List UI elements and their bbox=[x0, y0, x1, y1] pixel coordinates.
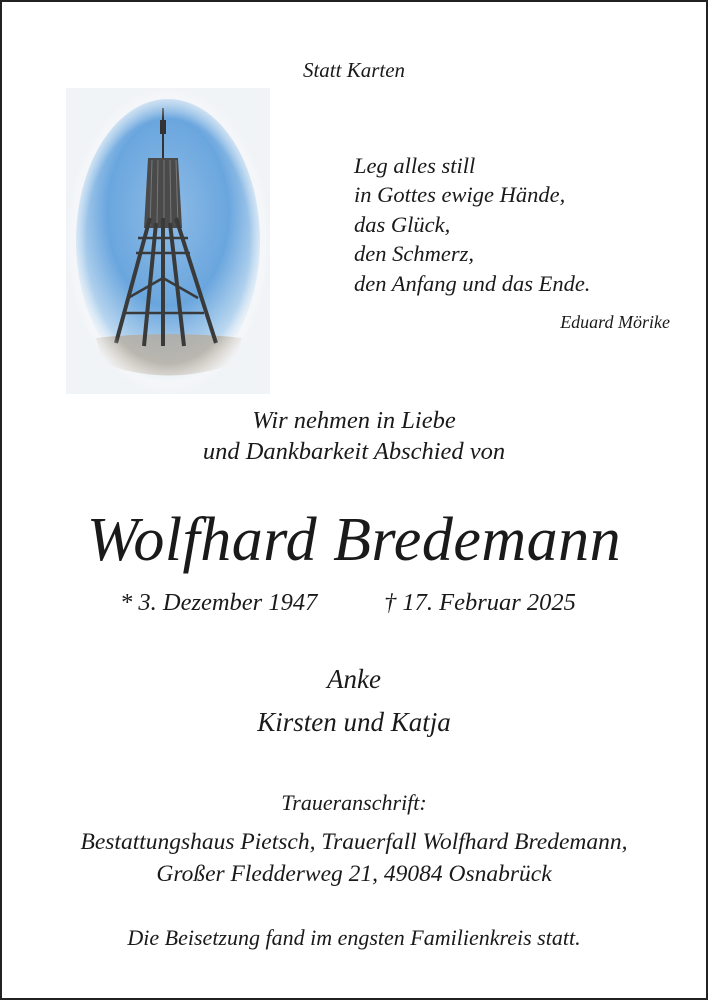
poem-line: Leg alles still bbox=[354, 153, 476, 178]
birth-date: * 3. Dezember 1947 bbox=[120, 589, 318, 616]
address-line-1: Bestattungshaus Pietsch, Trauerfall Wolfhard Bredemann, bbox=[80, 829, 628, 855]
deceased-name: Wolfhard Bredemann bbox=[86, 506, 622, 574]
poem-line: in Gottes ewige Hände, bbox=[354, 182, 566, 208]
intro-line-2: und Dankbarkeit Abschied von bbox=[202, 438, 506, 465]
poem-line: den Anfang und das Ende. bbox=[354, 270, 591, 296]
poem bbox=[354, 151, 590, 298]
death-date: † 17. Februar 2025 bbox=[384, 589, 576, 616]
address-line-2: Großer Fledderweg 21, 49084 Osnabrück bbox=[156, 861, 552, 887]
kugelbake-beacon-icon bbox=[66, 88, 270, 394]
burial-note: Die Beisetzung fand im engsten Familienkreis statt. bbox=[127, 925, 581, 950]
poem-line: den Schmerz, bbox=[354, 241, 474, 267]
family-line-1: Anke bbox=[327, 664, 381, 694]
address-label: Traueranschrift: bbox=[281, 790, 427, 815]
intro-line-1: Wir nehmen in Liebe bbox=[252, 407, 456, 434]
poem-line: das Glück, bbox=[354, 211, 451, 237]
poem-author: Eduard Mörike bbox=[560, 312, 670, 332]
family-line-2: Kirsten und Katja bbox=[257, 707, 451, 737]
statt-karten-heading: Statt Karten bbox=[302, 58, 406, 82]
